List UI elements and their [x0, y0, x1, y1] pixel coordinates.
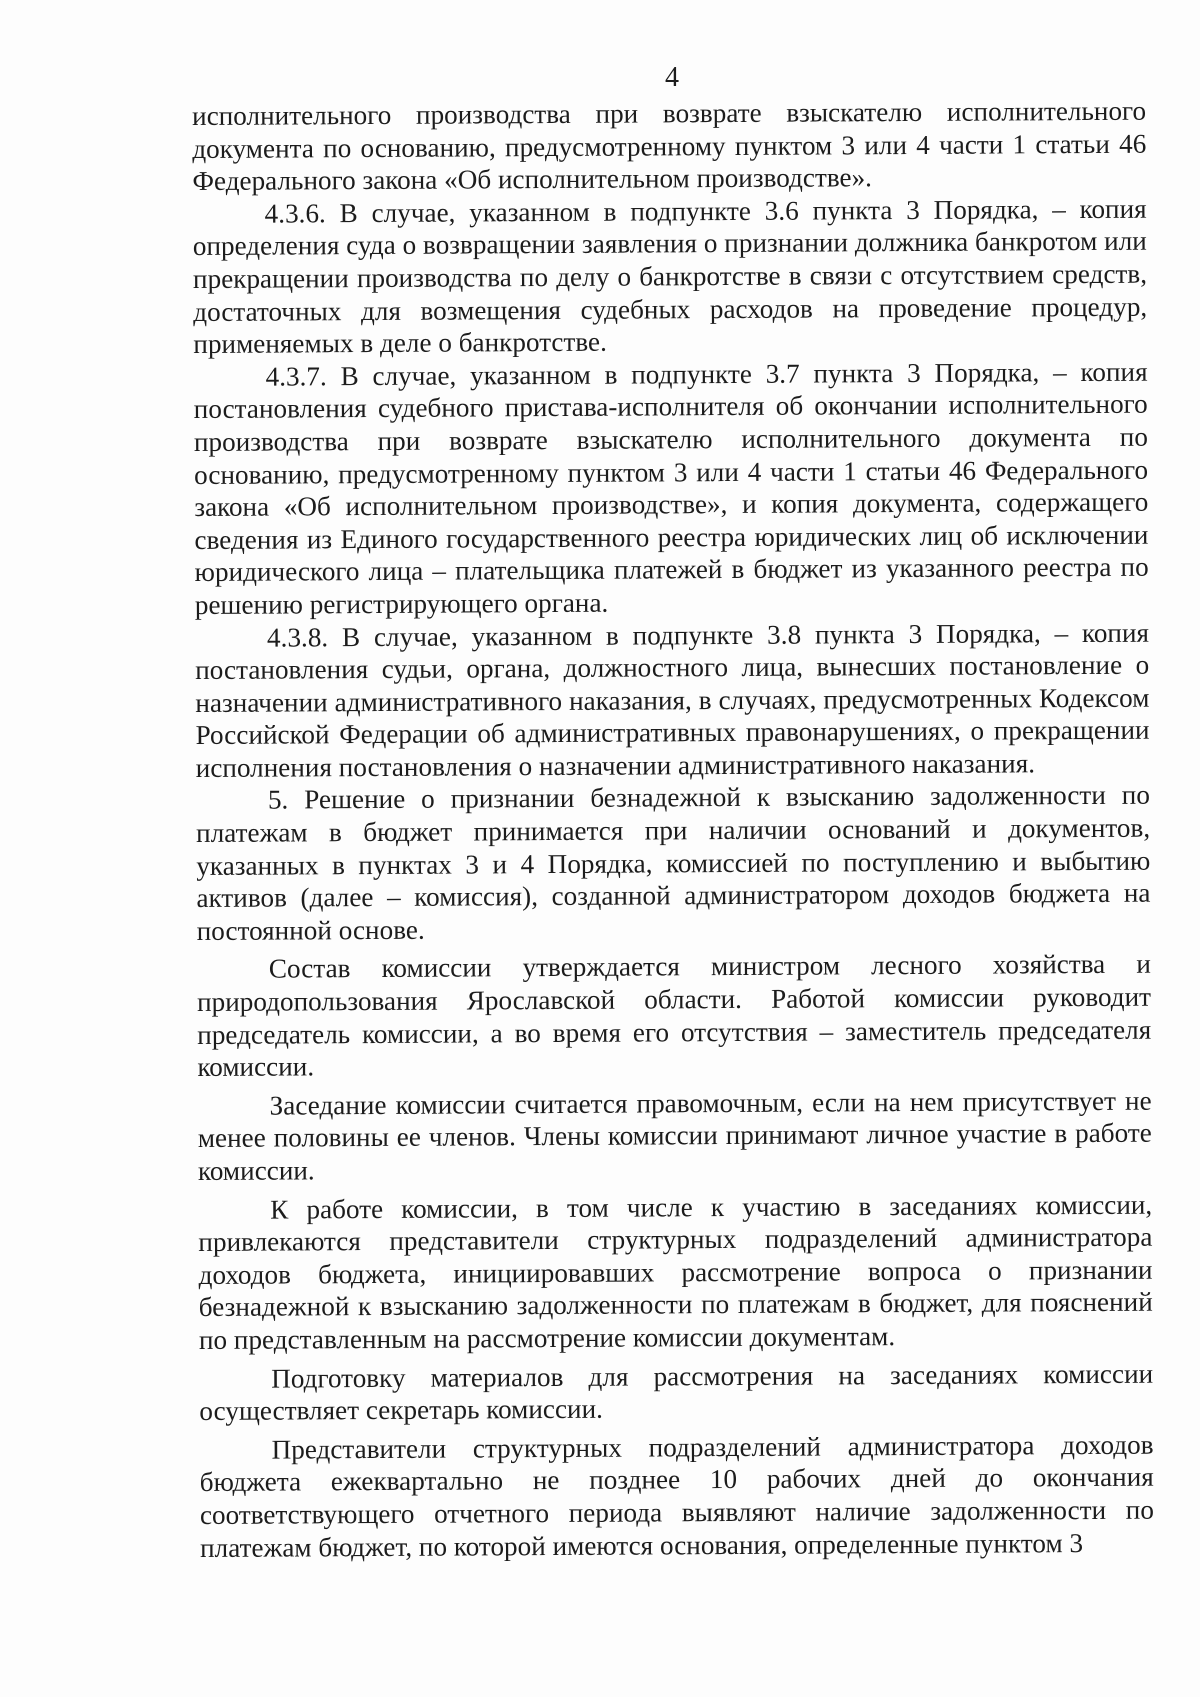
paragraph-4-3-7: 4.3.7. В случае, указанном в подпункте 3.7 пункта 3 Порядка, – копия постановления судебного пристава-исполнителя об окончании исполнительного производства при возврате взыскателю исполнительного документа по основанию, предусмотренному пунктом 3 или 4 части 1 статьи 46 Федерального закона «Об исполнительном производстве», и копия документа, содержащего сведения из Единого государственного реестра юридических лиц об исключении юридического лица – плательщика платежей в бюджет из указанного реестра по решению регистрирующего органа.: [193, 356, 1149, 620]
document-body: [192, 95, 1154, 1564]
paragraph-4-3-6: 4.3.6. В случае, указанном в подпункте 3.6 пункта 3 Порядка, – копия определения суда о возвращении заявления о признании должника банкротом или прекращении производства по делу о банкротстве в связи с отсутствием средств, достаточных для возмещения судебных расходов на проведение процедур, применяемых в деле о банкротстве.: [192, 193, 1148, 360]
paragraph-4-3-8: 4.3.8. В случае, указанном в подпункте 3.8 пункта 3 Порядка, – копия постановления судьи, органа, должностного лица, вынесших постановление о назначении административного наказания, в случаях, предусмотренных Кодексом Российской Федерации об административных правонарушениях, о прекращении исполнения постановления о назначении административного наказания.: [195, 617, 1150, 783]
paragraph-continuation: исполнительного производства при возврате взыскателю исполнительного документа по основанию, предусмотренному пунктом 3 или 4 части 1 статьи 46 Федерального закона «Об исполнительном производстве».: [192, 95, 1147, 197]
page-number: 4: [665, 62, 679, 93]
paragraph-5: 5. Решение о признании безнадежной к взысканию задолженности по платежам в бюджет принимается при наличии оснований и документов, указанных в пунктах 3 и 4 Порядка, комиссией по поступлению и выбытию активов (далее – комиссия), созданной администратором доходов бюджета на постоянной основе.: [196, 780, 1151, 946]
paragraph-secretary: Подготовку материалов для рассмотрения на заседаниях комиссии осуществляет секретарь комиссии.: [199, 1358, 1154, 1427]
paragraph-representatives: Представители структурных подразделений администратора доходов бюджета ежеквартально не позднее 10 рабочих дней до окончания соответствующего отчетного периода выявляют наличие задолженности по платежам бюджет, по которой имеются основания, определенные пунктом 3: [199, 1429, 1154, 1563]
paragraph-commission-composition: Состав комиссии утверждается министром лесного хозяйства и природопользования Ярославской области. Работой комиссии руководит председатель комиссии, а во время его отсутствия – заместитель председателя комиссии.: [196, 949, 1152, 1083]
paragraph-involvement: К работе комиссии, в том числе к участию в заседаниях комиссии, привлекаются представители структурных подразделений администратора доходов бюджета, инициировавших рассмотрение вопроса о признании безнадежной к взысканию задолженности по платежам в бюджет, для пояснений по представленным на рассмотрение комиссии документам.: [198, 1189, 1153, 1355]
paragraph-quorum: Заседание комиссии считается правомочным, если на нем присутствует не менее половины ее членов. Члены комиссии принимают личное участие в работе комиссии.: [197, 1085, 1152, 1186]
